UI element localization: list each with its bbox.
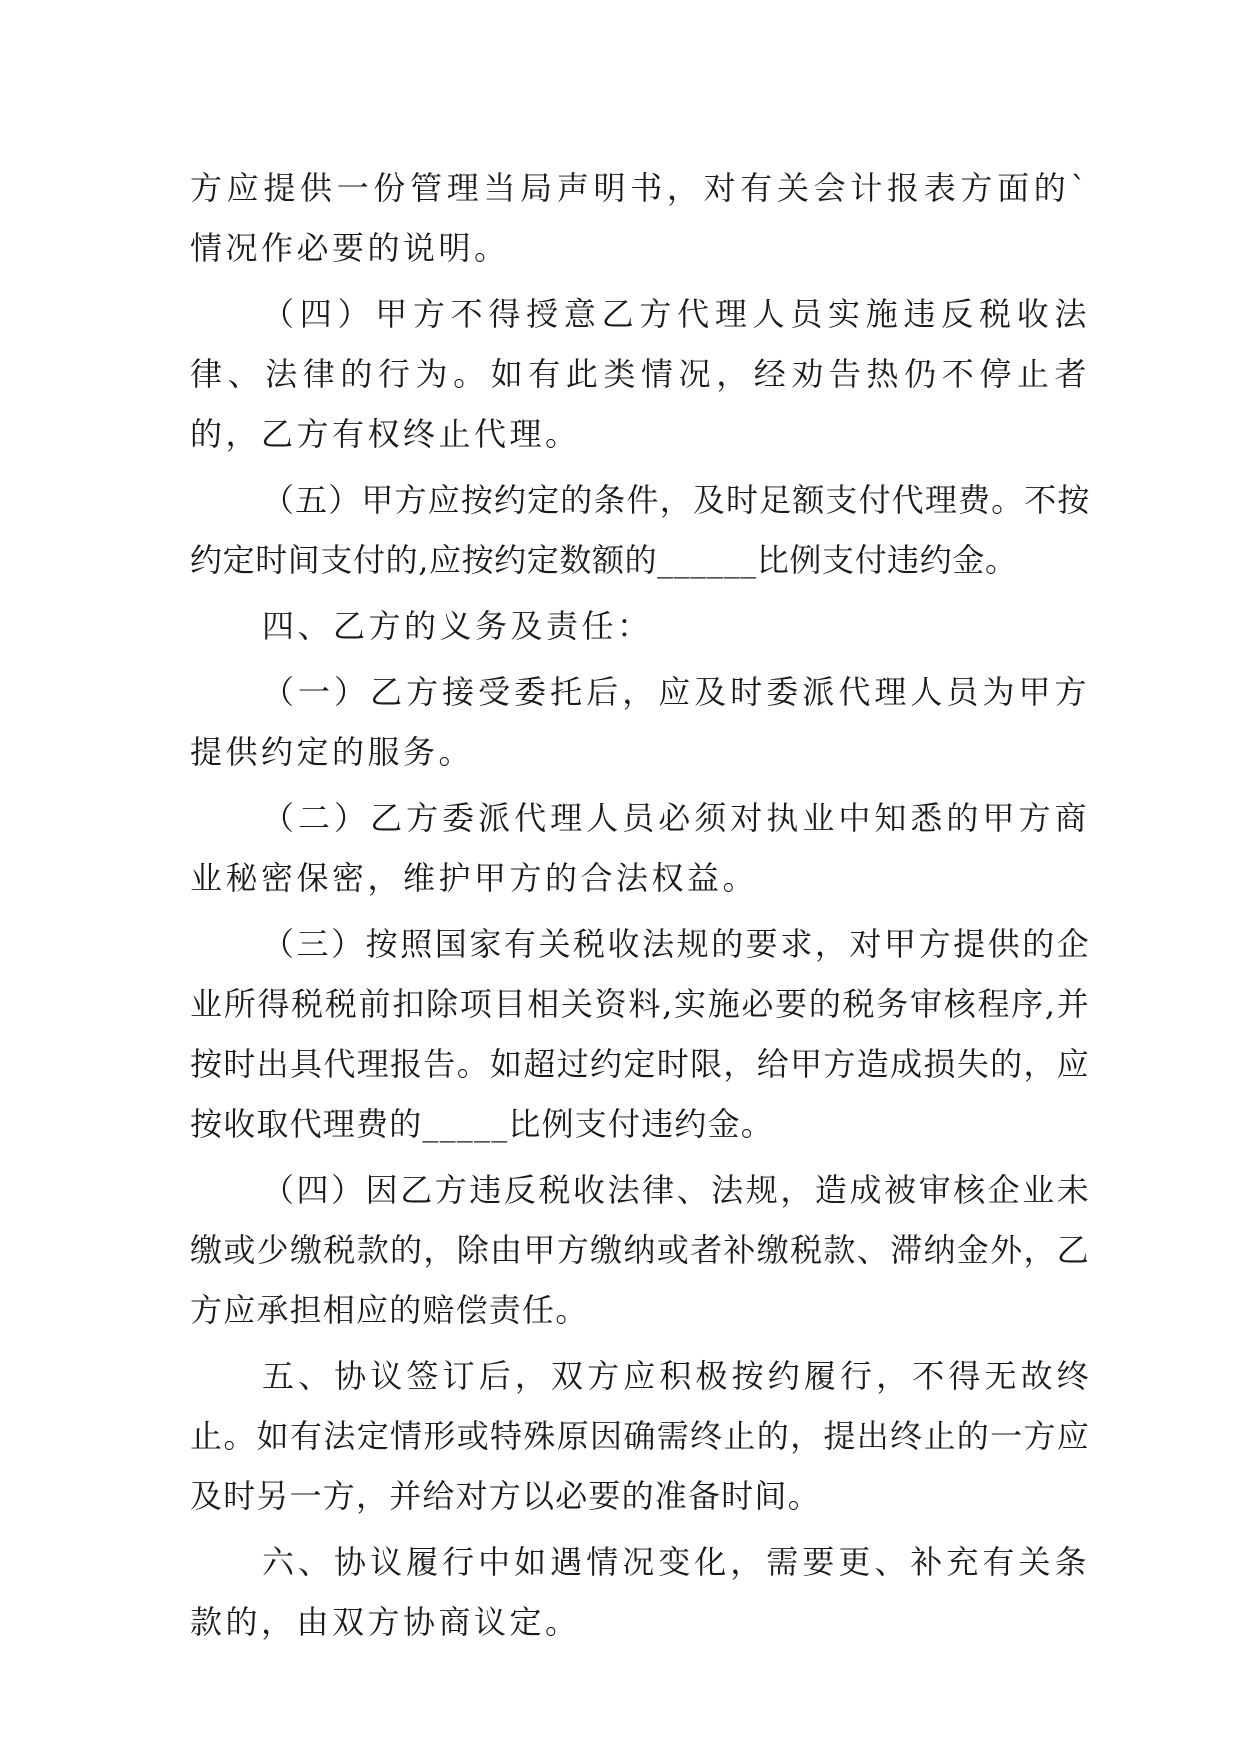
- paragraph-party-b-item-3: （三）按照国家有关税收法规的要求，对甲方提供的企业所得税税前扣除项目相关资料,实施必要的税务审核程序,并按时出具代理报告。如超过约定时限，给甲方造成损失的，应按收取代理费的_____比例支付违约金。: [190, 925, 1090, 1143]
- paragraph-party-b-item-4: （四）因乙方违反税收法律、法规，造成被审核企业未缴或少缴税款的，除由甲方缴纳或者补缴税款、滞纳金外，乙方应承担相应的赔偿责任。: [190, 1171, 1090, 1329]
- paragraph-party-a-item-5: （五）甲方应按约定的条件，及时足额支付代理费。不按约定时间支付的,应按约定数额的______比例支付违约金。: [190, 481, 1090, 579]
- paragraph-party-a-item-4: （四）甲方不得授意乙方代理人员实施违反税收法律、法律的行为。如有此类情况，经劝告热仍不停止者的，乙方有权终止代理。: [190, 295, 1090, 453]
- paragraph-party-b-item-1: （一）乙方接受委托后，应及时委派代理人员为甲方提供约定的服务。: [190, 673, 1090, 771]
- paragraph-party-b-item-2: （二）乙方委派代理人员必须对执业中知悉的甲方商业秘密保密，维护甲方的合法权益。: [190, 799, 1090, 897]
- paragraph-section-6: 六、协议履行中如遇情况变化，需要更、补充有关条款的，由双方协商议定。: [190, 1543, 1090, 1641]
- paragraph-section-5: 五、协议签订后，双方应积极按约履行，不得无故终止。如有法定情形或特殊原因确需终止的，提出终止的一方应及时另一方，并给对方以必要的准备时间。: [190, 1357, 1090, 1515]
- document-body: [190, 158, 1090, 1652]
- paragraph-continuation: 方应提供一份管理当局声明书，对有关会计报表方面的`情况作必要的说明。: [190, 169, 1090, 267]
- section-heading-party-b-duties: 四、乙方的义务及责任：: [262, 607, 653, 645]
